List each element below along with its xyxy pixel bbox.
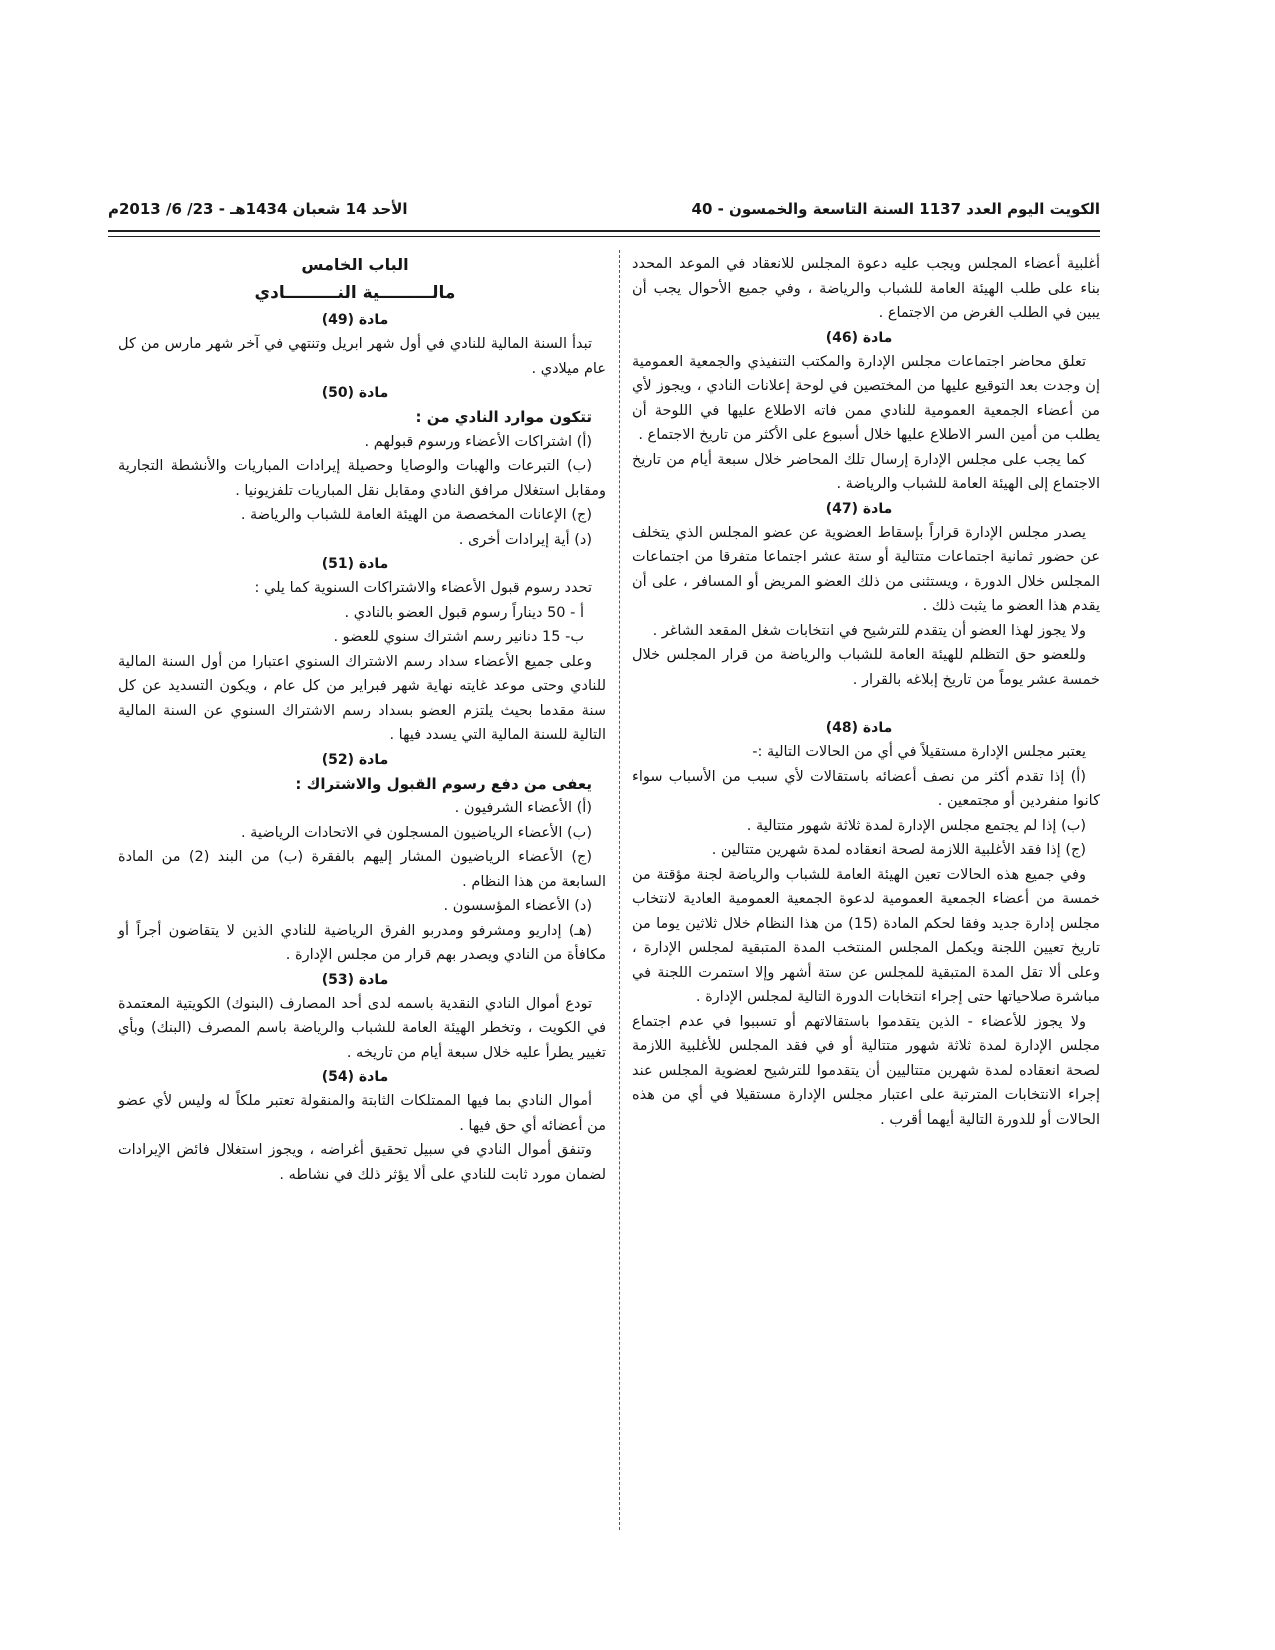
list-item: (أ) إذا تقدم أكثر من نصف أعضائه باستقالات لأي سبب من الأسباب سواء كانوا منفردين أو مجتمعين . — [632, 768, 1100, 809]
paragraph: أغلبية أعضاء المجلس ويجب عليه دعوة المجلس للانعقاد في الموعد المحدد بناء على طلب الهيئة العامة للشباب والرياضة ، وفي جميع الأحوال يجب أن يبين في الطلب الغرض من الاجتماع . — [632, 256, 1100, 321]
right-column — [632, 252, 1100, 1132]
article-lead: تتكون موارد النادي من : — [415, 408, 592, 426]
paragraph: تودع أموال النادي النقدية باسمه لدى أحد المصارف (البنوك) الكويتية المعتمدة في الكويت ، وتخطر الهيئة العامة للشباب والرياضة باسم المصرف (البنك) وبأي تغيير يطرأ عليه خلال سبعة أيام من تاريخه . — [118, 995, 606, 1061]
paragraph: أموال النادي بما فيها الممتلكات الثابتة والمنقولة تعتبر ملكاً له وليس لأي عضو من أعضائه أي حق فيها . — [118, 1093, 606, 1134]
list-item: (ج) الأعضاء الرياضيون المشار إليهم بالفقرة (ب) من البند (2) من المادة السابعة من هذا النظام . — [118, 849, 606, 890]
chapter-subtitle: مالـــــــــية النـــــــــادي — [254, 283, 456, 303]
header-issue-info: الكويت اليوم العدد 1137 السنة التاسعة والخمسون - 40 — [691, 200, 1100, 218]
list-item: (أ) الأعضاء الشرفيون . — [454, 800, 592, 816]
paragraph: وتنفق أموال النادي في سبيل تحقيق أغراضه ، ويجوز استغلال فائض الإيرادات لضمان مورد ثابت للنادي على ألا يؤثر ذلك في نشاطه . — [118, 1142, 606, 1183]
header-date: الأحد 14 شعبان 1434هـ - 23/ 6/ 2013م — [108, 200, 408, 218]
list-item: أ - 50 ديناراً رسوم قبول العضو بالنادي . — [344, 604, 584, 621]
paragraph: تحدد رسوم قبول الأعضاء والاشتراكات السنوية كما يلي : — [254, 580, 592, 596]
paragraph: كما يجب على مجلس الإدارة إرسال تلك المحاضر خلال سبعة أيام من تاريخ الاجتماع إلى الهيئة العامة للشباب والرياضة . — [632, 451, 1100, 492]
article-title: مادة (48) — [825, 720, 893, 736]
paragraph: وعلى جميع الأعضاء سداد رسم الاشتراك السنوي اعتبارا من أول السنة المالية للنادي وحتى موعد غايته نهاية شهر فبراير من كل عام ، ويكون التسديد عن كل سنة مقدما بحيث يلتزم العضو بسداد رسم الاشتراك السنوي عن السنة المالية التالية للسنة المالية التي يسدد فيها . — [118, 653, 606, 743]
paragraph: وللعضو حق التظلم للهيئة العامة للشباب والرياضة من قرار المجلس خلال خمسة عشر يوماً من تاريخ إبلاغه بالقرار . — [632, 647, 1100, 688]
article-title: مادة (49) — [321, 312, 389, 328]
article-title: مادة (53) — [321, 971, 389, 988]
spacer — [632, 692, 1100, 716]
paragraph: ولا يجوز لهذا العضو أن يتقدم للترشيح في انتخابات شغل المقعد الشاغر . — [652, 622, 1086, 639]
list-item: (ب) التبرعات والهبات والوصايا وحصيلة إيرادات المباريات والأنشطة التجارية ومقابل استغلال مرافق النادي ومقابل نقل المباريات تلفزيونيا . — [118, 458, 606, 499]
article-lead: يعفى من دفع رسوم القبول والاشتراك : — [295, 774, 592, 793]
column-divider — [619, 250, 620, 1530]
paragraph: ولا يجوز للأعضاء - الذين يتقدموا باستقالاتهم أو تسببوا في عدم اجتماع مجلس الإدارة لمدة ثلاثة شهور متتالية أو في فقد المجلس للأغلبية اللازمة لصحة انعقاده لمدة شهرين متتاليين أن يتقدموا للترشيح لعضوية المجلس عند إجراء الانتخابات المترتبة على اعتبار مجلس الإدارة مستقيلا في أي من هذه الحالات أو للدورة التالية أيهما أقرب . — [632, 1013, 1100, 1128]
chapter-title: الباب الخامس — [301, 255, 409, 274]
list-item: (ب) إذا لم يجتمع مجلس الإدارة لمدة ثلاثة شهور متتالية . — [746, 817, 1086, 834]
paragraph: تبدأ السنة المالية للنادي في أول شهر ابريل وتنتهي في آخر شهر مارس من كل عام ميلادي . — [118, 336, 606, 377]
article-title: مادة (46) — [825, 329, 893, 346]
list-item: ب- 15 دنانير رسم اشتراك سنوي للعضو . — [333, 629, 584, 645]
paragraph: يصدر مجلس الإدارة قراراً بإسقاط العضوية عن عضو المجلس الذي يتخلف عن حضور ثمانية اجتماعات متتالية أو ستة عشر اجتماعا متفرقا من اجتماعات المجلس خلال الدورة ، ويستثنى من ذلك العضو المريض أو المسافر ، على أن يقدم هذا العضو ما يثبت ذلك . — [632, 524, 1100, 614]
paragraph: وفي جميع هذه الحالات تعين الهيئة العامة للشباب والرياضة لجنة مؤقتة من خمسة من أعضاء الجمعية العمومية لدعوة الجمعية العمومية العادية لانتخاب مجلس إدارة جديد وفقا لحكم المادة (15) من هذا النظام خلال ثلاثين يوما من تاريخ تعيين اللجنة ويكمل المجلس المنتخب المدة المتبقية لمجلس الإدارة ، وعلى ألا تقل المدة المتبقية للمجلس عن ستة أشهر وإلا استمرت اللجنة في مباشرة صلاحياتها حتى إجراء انتخابات الدورة التالية لمجلس الإدارة . — [632, 866, 1100, 1005]
header-rule — [108, 230, 1100, 237]
list-item: (د) الأعضاء المؤسسون . — [443, 898, 592, 914]
article-title: مادة (47) — [825, 500, 893, 517]
list-item: (ج) الإعانات المخصصة من الهيئة العامة للشباب والرياضة . — [240, 507, 592, 523]
paragraph: يعتبر مجلس الإدارة مستقيلاً في أي من الحالات التالية :- — [752, 744, 1086, 760]
article-title: مادة (54) — [321, 1069, 389, 1085]
article-title: مادة (51) — [321, 556, 389, 572]
list-item: (ب) الأعضاء الرياضيون المسجلون في الاتحادات الرياضية . — [240, 824, 592, 841]
page-header — [108, 196, 1100, 228]
list-item: (د) أية إيرادات أخرى . — [458, 531, 592, 548]
list-item: (أ) اشتراكات الأعضاء ورسوم قبولهم . — [364, 433, 592, 450]
left-column — [118, 252, 606, 1187]
list-item: (ج) إذا فقد الأغلبية اللازمة لصحة انعقاده لمدة شهرين متتالين . — [711, 842, 1086, 858]
article-title: مادة (52) — [321, 751, 389, 768]
paragraph: تعلق محاضر اجتماعات مجلس الإدارة والمكتب التنفيذي والجمعية العمومية إن وجدت بعد التوقيع عليها من المختصين في لوحة إعلانات النادي ، ويجوز لأي من أعضاء الجمعية العمومية للنادي ممن فاته الاطلاع عليها في اللوحة أن يطلب من أمين السر الاطلاع عليها خلال أسبوع على الأكثر من تاريخ الاجتماع . — [632, 353, 1100, 443]
article-title: مادة (50) — [321, 385, 389, 401]
list-item: (هـ) إداريو ومشرفو ومدربو الفرق الرياضية للنادي الذين لا يتقاضون أجراً أو مكافأة من النادي ويصدر بهم قرار من مجلس الإدارة . — [118, 922, 606, 963]
